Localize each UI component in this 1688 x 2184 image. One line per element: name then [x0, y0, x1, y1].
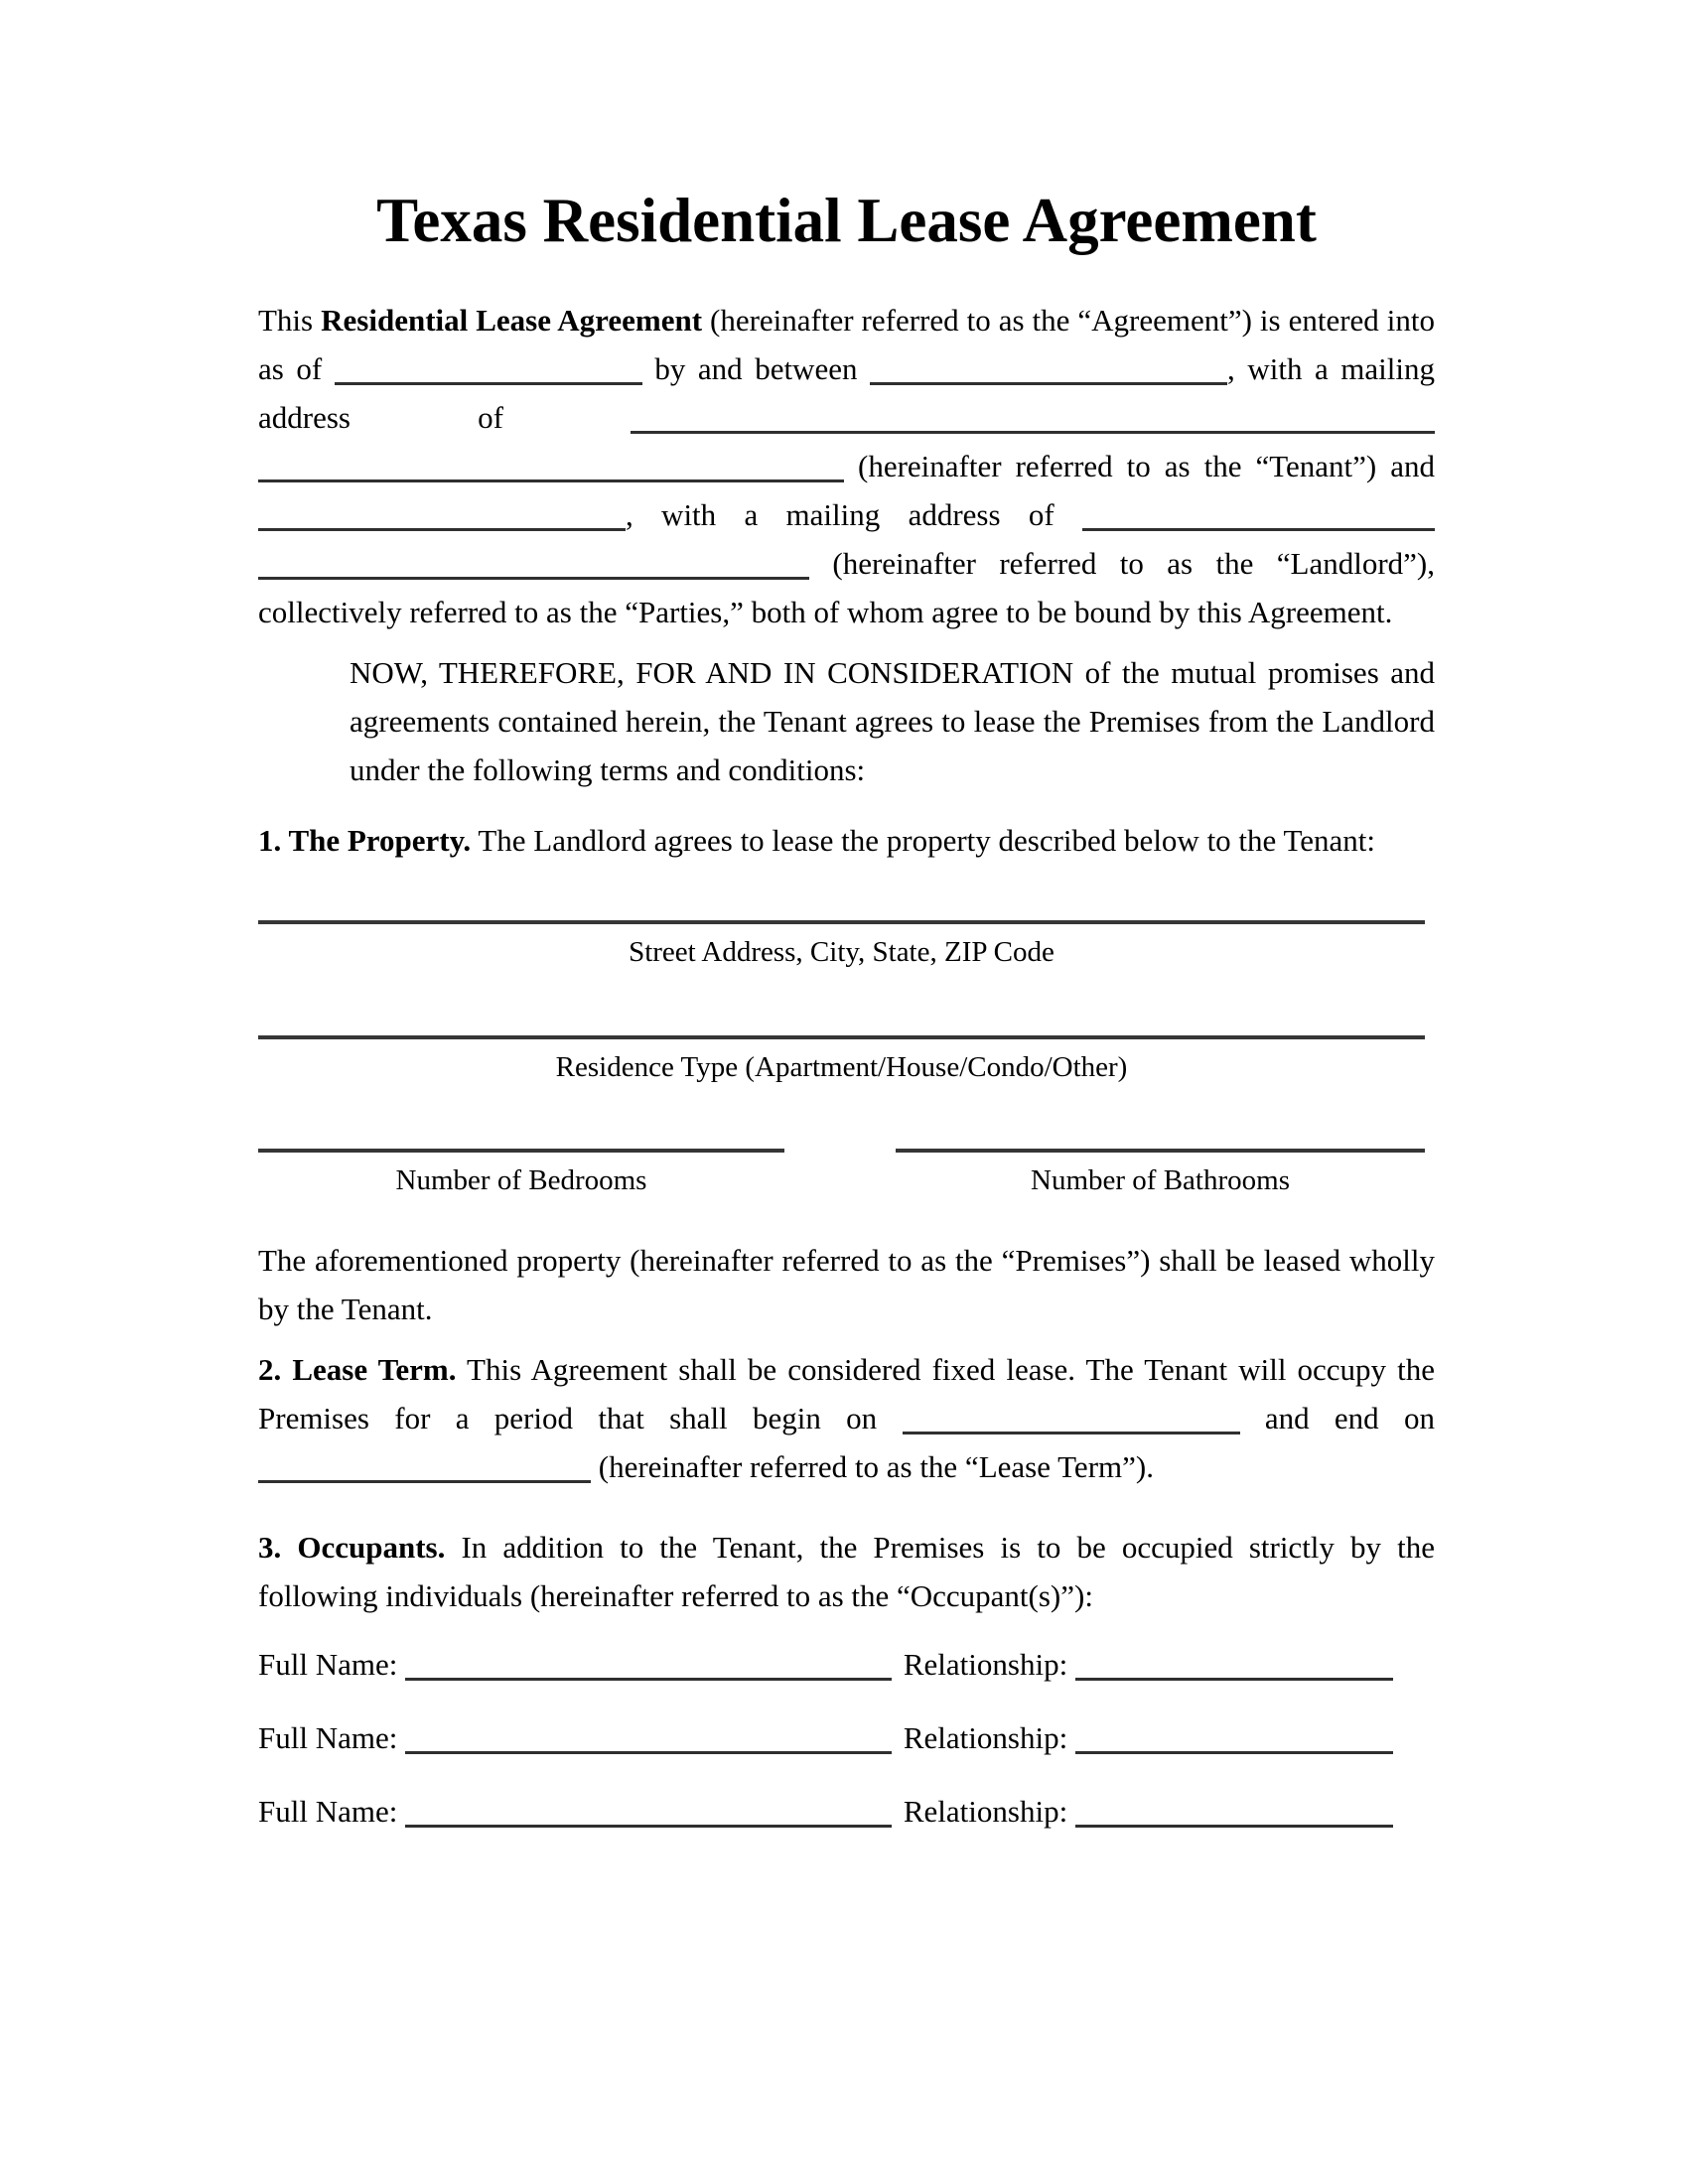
- bedrooms-caption: Number of Bedrooms: [395, 1164, 647, 1197]
- full-name-label: Full Name:: [258, 1794, 398, 1830]
- document-title: Texas Residential Lease Agreement: [376, 186, 1317, 255]
- intro-text-1: This: [258, 303, 314, 339]
- occupant-row-1: [258, 1640, 1435, 1689]
- blank-landlord-address-line-2: [258, 570, 809, 580]
- blank-occupant-1-full-name: [405, 1671, 892, 1681]
- street-address-caption: Street Address, City, State, ZIP Code: [629, 936, 1055, 969]
- blank-landlord-address-line-1: [1082, 521, 1435, 531]
- relationship-label: Relationship:: [903, 1720, 1068, 1756]
- blank-tenant-address-line-2: [258, 473, 844, 482]
- full-name-label: Full Name:: [258, 1720, 398, 1756]
- blank-lease-end-date: [258, 1473, 591, 1483]
- blank-occupant-1-relationship: [1075, 1671, 1393, 1681]
- street-address-line: [258, 920, 1425, 924]
- blank-occupant-2-relationship: [1075, 1744, 1393, 1754]
- blank-landlord-name: [258, 521, 626, 531]
- residence-type-caption: Residence Type (Apartment/House/Condo/Other): [555, 1051, 1128, 1084]
- residence-type-field: [258, 1035, 1425, 1087]
- intro-text-2: (hereinafter referred to as the “Agreement”) is entered into as of: [258, 303, 1436, 387]
- bed-bath-fields: [258, 1149, 1425, 1200]
- blank-tenant-name: [870, 375, 1227, 385]
- section-2-body-1: This Agreement shall be considered fixed lease. The Tenant will occupy the Premises for a period that shall begin on: [258, 1352, 1435, 1436]
- bathrooms-field: [896, 1149, 1425, 1200]
- occupant-row-2: [258, 1713, 1435, 1762]
- blank-tenant-address-line-1: [631, 424, 1435, 434]
- full-name-label: Full Name:: [258, 1647, 398, 1683]
- street-address-field: [258, 920, 1425, 972]
- bathrooms-caption: Number of Bathrooms: [1031, 1164, 1290, 1197]
- section-3-occupants: [258, 1523, 1435, 1620]
- section-2-lease-term: [258, 1345, 1435, 1491]
- blank-occupant-3-full-name: [405, 1818, 892, 1828]
- intro-text-7: (hereinafter referred to as the “Landlord”), collectively referred to as the “Parties,” both of whom agree to be bound by this Agreement.: [258, 546, 1435, 630]
- section-1-heading: 1. The Property.: [258, 823, 472, 859]
- residence-type-line: [258, 1035, 1425, 1039]
- intro-text-3: by and between: [654, 351, 858, 387]
- section-3-heading: 3. Occupants.: [258, 1530, 446, 1566]
- bedrooms-field: [258, 1149, 784, 1200]
- intro-paragraph: [258, 296, 1435, 636]
- intro-text-6: , with a mailing address of: [626, 497, 1055, 533]
- bathrooms-line: [896, 1149, 1425, 1153]
- blank-occupant-2-full-name: [405, 1744, 892, 1754]
- intro-text-4: , with a mailing address of: [258, 351, 1436, 436]
- bedrooms-line: [258, 1149, 784, 1153]
- occupant-row-3: [258, 1787, 1435, 1836]
- section-3-body: In addition to the Tenant, the Premises is to be occupied strictly by the following individuals (hereinafter referred to as the “Occupant(s)”):: [258, 1530, 1435, 1614]
- section-2-heading: 2. Lease Term.: [258, 1352, 457, 1388]
- consideration-paragraph: NOW, THEREFORE, FOR AND IN CONSIDERATION of the mutual promises and agreements contained herein, the Tenant agrees to lease the Premises from the Landlord under the following terms and conditions:: [350, 655, 1435, 788]
- blank-lease-begin-date: [903, 1425, 1240, 1434]
- section-1-body: The Landlord agrees to lease the property described below to the Tenant:: [478, 823, 1376, 859]
- intro-bold-agreement: Residential Lease Agreement: [321, 303, 703, 339]
- blank-agreement-date: [335, 375, 642, 385]
- section-2-body-3: (hereinafter referred to as the “Lease Term”).: [598, 1449, 1154, 1485]
- relationship-label: Relationship:: [903, 1794, 1068, 1830]
- blank-occupant-3-relationship: [1075, 1818, 1393, 1828]
- premises-note-paragraph: The aforementioned property (hereinafter referred to as the “Premises”) shall be leased wholly by the Tenant.: [258, 1243, 1435, 1327]
- intro-text-5: (hereinafter referred to as the “Tenant”) and: [858, 449, 1435, 484]
- section-2-body-2: and end on: [1264, 1401, 1436, 1436]
- section-1-property: [258, 816, 1435, 865]
- relationship-label: Relationship:: [903, 1647, 1068, 1683]
